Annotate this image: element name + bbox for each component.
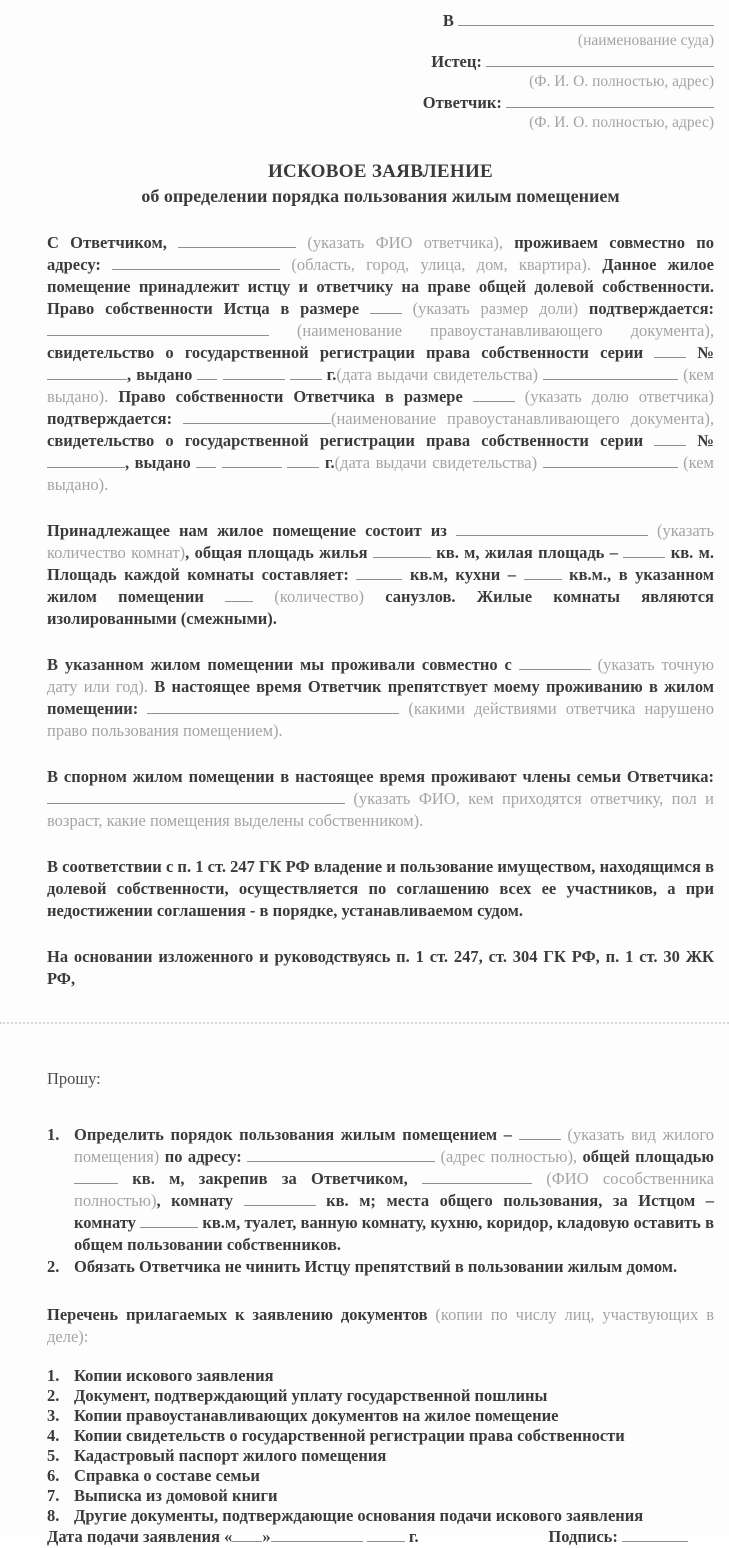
hint-text: (указать размер доли)	[401, 299, 589, 318]
attachment-item	[47, 1426, 714, 1446]
attachment-item	[47, 1486, 714, 1506]
blank-line	[112, 256, 280, 270]
request-item	[47, 1256, 714, 1278]
form-text: санузлов. Жилые комнаты являются изолированными (смежными).	[47, 587, 714, 628]
form-text: г.	[319, 453, 335, 472]
blank-line	[422, 1170, 532, 1184]
blank-line	[543, 454, 678, 468]
hint-text: (область, город, улица, дом, квартира).	[280, 255, 603, 274]
form-text: Принадлежащее нам жилое помещение состоит из	[47, 521, 456, 540]
attachment-item	[47, 1446, 714, 1466]
item-number: 4.	[47, 1426, 60, 1445]
body-paragraph-ownership	[47, 232, 714, 496]
form-text: Определить порядок пользования жилым помещением –	[74, 1125, 519, 1144]
blank-line	[271, 1528, 363, 1542]
form-text: кв. м, жилая площадь –	[430, 543, 624, 562]
blank-line	[519, 656, 591, 670]
document-title-block	[47, 159, 714, 208]
blank-line	[356, 566, 402, 580]
form-text: С Ответчиком,	[47, 233, 179, 252]
document-footer	[47, 1526, 714, 1548]
blank-line	[458, 12, 714, 26]
form-text: Перечень прилагаемых к заявлению документов	[47, 1305, 436, 1324]
hint-text: (наименование правоустанавливающего документа),	[330, 409, 714, 428]
plaintiff-hint: (Ф. И. О. полностью, адрес)	[529, 73, 714, 90]
item-number: 2.	[47, 1386, 60, 1405]
form-text: В указанном жилом помещении мы проживали совместно с	[47, 655, 519, 674]
blank-line	[456, 522, 648, 536]
hint-text: (кем выдано).	[47, 453, 715, 494]
blank-line	[244, 1192, 316, 1206]
hint-text: (дата выдачи свидетельства)	[334, 453, 543, 472]
item-text: Справка о составе семьи	[74, 1466, 260, 1485]
blank-line	[287, 454, 319, 468]
form-text: В спорном жилом помещении в настоящее время проживают члены семьи Ответчика:	[47, 767, 714, 786]
item-text: Другие документы, подтверждающие основания подачи искового заявления	[74, 1506, 644, 1525]
blank-line	[623, 544, 665, 558]
form-text: свидетельство о государственной регистрации права собственности серии	[47, 431, 655, 450]
page-break-divider	[0, 1022, 729, 1024]
form-text: В настоящее время Ответчик препятствует моему проживанию в жилом помещении:	[47, 677, 714, 718]
form-text: , выдано	[125, 453, 197, 472]
body-paragraph-law-basis	[47, 856, 714, 922]
item-number: 3.	[47, 1406, 60, 1425]
blank-line	[178, 234, 296, 248]
form-text: Право собственности Ответчика в размере	[118, 387, 473, 406]
attachment-item	[47, 1386, 714, 1406]
attachment-item	[47, 1366, 714, 1386]
form-text: №	[686, 343, 714, 362]
blank-line	[622, 1528, 688, 1542]
form-text: Обязать Ответчика не чинить Истцу препятствий в пользовании жилым домом.	[74, 1257, 678, 1276]
defendant-row	[47, 92, 714, 113]
item-number: 8.	[47, 1506, 60, 1525]
blank-line	[473, 388, 515, 402]
form-text: , выдано	[127, 365, 198, 384]
blank-line	[247, 1148, 435, 1162]
hint-text: (количество)	[253, 587, 386, 606]
attachment-item	[47, 1506, 714, 1526]
item-number: 5.	[47, 1446, 60, 1465]
blank-line	[486, 53, 714, 67]
blank-line	[654, 344, 686, 358]
hint-text: (указать точную дату или год).	[47, 655, 714, 696]
hint-text: (копии по числу лиц, участвующих в деле):	[47, 1305, 715, 1346]
blank-line	[222, 454, 282, 468]
form-text: кв.м, туалет, ванную комнату, кухню, коридор, кладовую оставить в общем пользовании собственников.	[74, 1213, 714, 1254]
blank-line	[506, 94, 714, 108]
hint-text: (указать количество комнат)	[47, 521, 714, 562]
blank-line	[47, 322, 269, 336]
body-paragraph-family	[47, 766, 714, 832]
hint-text: (указать ФИО, кем приходятся ответчику, пол и возраст, какие помещения выделены собственником).	[47, 789, 714, 830]
form-text: свидетельство о государственной регистрации права собственности серии	[47, 343, 655, 362]
document-title: ИСКОВОЕ ЗАЯВЛЕНИЕ	[267, 161, 494, 182]
item-text: Копии правоустанавливающих документов на жилое помещение	[74, 1406, 559, 1425]
body-paragraph-residence	[47, 654, 714, 742]
blank-line	[140, 1214, 198, 1228]
blank-line	[654, 432, 686, 446]
blank-line	[47, 790, 345, 804]
document-subtitle: об определении порядка пользования жилым помещением	[141, 186, 620, 206]
blank-line	[290, 366, 322, 380]
hint-text: (какими действиями ответчика нарушено право пользования помещением).	[47, 699, 714, 740]
item-text: Документ, подтверждающий уплату государственной пошлины	[74, 1386, 548, 1405]
hint-text: (указать вид жилого помещения)	[74, 1125, 714, 1166]
form-text: , общая площадь жилья	[185, 543, 373, 562]
form-text: общей площадью	[582, 1147, 714, 1166]
form-text: кв. м, закрепив за Ответчиком,	[118, 1169, 422, 1188]
blank-line	[47, 454, 125, 468]
item-text	[74, 1256, 714, 1278]
form-text: г.	[321, 365, 337, 384]
hint-text: (указать долю ответчика)	[514, 387, 714, 406]
form-text: В	[442, 11, 458, 30]
court-name-row	[47, 10, 714, 31]
court-header-block	[47, 10, 714, 133]
blank-line	[223, 366, 285, 380]
form-text: , комнату	[156, 1191, 244, 1210]
blank-line	[183, 410, 331, 424]
blank-line	[196, 454, 216, 468]
body-paragraph-premises	[47, 520, 714, 630]
attachment-item	[47, 1406, 714, 1426]
attachments-heading	[47, 1304, 714, 1348]
item-text	[74, 1124, 714, 1256]
item-text: Копии искового заявления	[74, 1366, 274, 1385]
blank-line	[519, 1126, 561, 1140]
blank-line	[47, 366, 127, 380]
blank-line	[524, 566, 562, 580]
blank-line	[225, 588, 253, 602]
blank-line	[367, 1528, 405, 1542]
form-text: На основании изложенного и руководствуясь п. 1 ст. 247, ст. 304 ГК РФ, п. 1 ст. 30 ЖК РФ,	[47, 947, 714, 988]
request-heading: Прошу:	[47, 1069, 101, 1088]
form-text: проживаем совместно по адресу:	[47, 233, 714, 274]
filing-date-line	[47, 1526, 419, 1548]
item-text: Копии свидетельств о государственной регистрации права собственности	[74, 1426, 625, 1445]
court-name-hint: (наименование суда)	[577, 32, 714, 49]
form-text: кв.м, кухни –	[402, 565, 524, 584]
request-item	[47, 1124, 714, 1256]
form-text: подтверждается:	[588, 299, 715, 318]
attachments-list	[47, 1366, 714, 1526]
hint-text: (кем выдано).	[47, 365, 715, 406]
form-text: кв. м. Площадь каждой комнаты составляет:	[47, 543, 714, 584]
hint-text: (ФИО сособственника полностью)	[74, 1169, 714, 1210]
form-text: Подпись:	[548, 1527, 622, 1546]
form-text: кв. м; места общего пользования, за Истцом – комнату	[74, 1191, 715, 1232]
form-text: Ответчик:	[422, 93, 506, 112]
form-text: г.	[404, 1527, 419, 1546]
attachment-item	[47, 1466, 714, 1486]
blank-line	[232, 1528, 262, 1542]
request-list	[47, 1124, 714, 1278]
item-text: Кадастровый паспорт жилого помещения	[74, 1446, 387, 1465]
hint-text: (дата выдачи свидетельства)	[336, 365, 544, 384]
defendant-hint: (Ф. И. О. полностью, адрес)	[529, 114, 714, 131]
item-number: 6.	[47, 1466, 60, 1485]
form-text: №	[686, 431, 714, 450]
hint-text: (указать ФИО ответчика),	[296, 233, 515, 252]
item-number: 1.	[47, 1125, 60, 1144]
form-text: подтверждается:	[47, 409, 183, 428]
signature-line	[548, 1526, 688, 1548]
blank-line	[74, 1170, 118, 1184]
blank-line	[370, 300, 402, 314]
item-number: 7.	[47, 1486, 60, 1505]
item-text: Выписка из домовой книги	[74, 1486, 278, 1505]
form-text: по адресу:	[164, 1147, 248, 1166]
form-text: кв.м., в указанном жилом помещении	[47, 565, 714, 606]
form-text: Дата подачи заявления «	[47, 1527, 233, 1546]
blank-line	[543, 366, 678, 380]
item-number: 2.	[47, 1257, 60, 1276]
body-paragraph-conclusion	[47, 946, 714, 990]
blank-line	[373, 544, 431, 558]
blank-line	[147, 700, 399, 714]
blank-line	[197, 366, 217, 380]
hint-text: (адрес полностью),	[435, 1147, 583, 1166]
hint-text: (наименование правоустанавливающего документа),	[269, 321, 714, 340]
form-text: Данное жилое помещение принадлежит истцу и ответчику на праве общей долевой собственности. Право собственности Истца в размере	[47, 255, 714, 318]
plaintiff-row	[47, 51, 714, 72]
form-text: В соответствии с п. 1 ст. 247 ГК РФ владение и пользование имуществом, находящимся в долевой собственности, осуществляется по соглашению всех ее участников, а при недостижении соглашения - в порядке, устанавливаемом судом.	[47, 857, 714, 920]
form-text: Истец:	[431, 52, 486, 71]
item-number: 1.	[47, 1366, 60, 1385]
form-text: »	[262, 1527, 271, 1546]
